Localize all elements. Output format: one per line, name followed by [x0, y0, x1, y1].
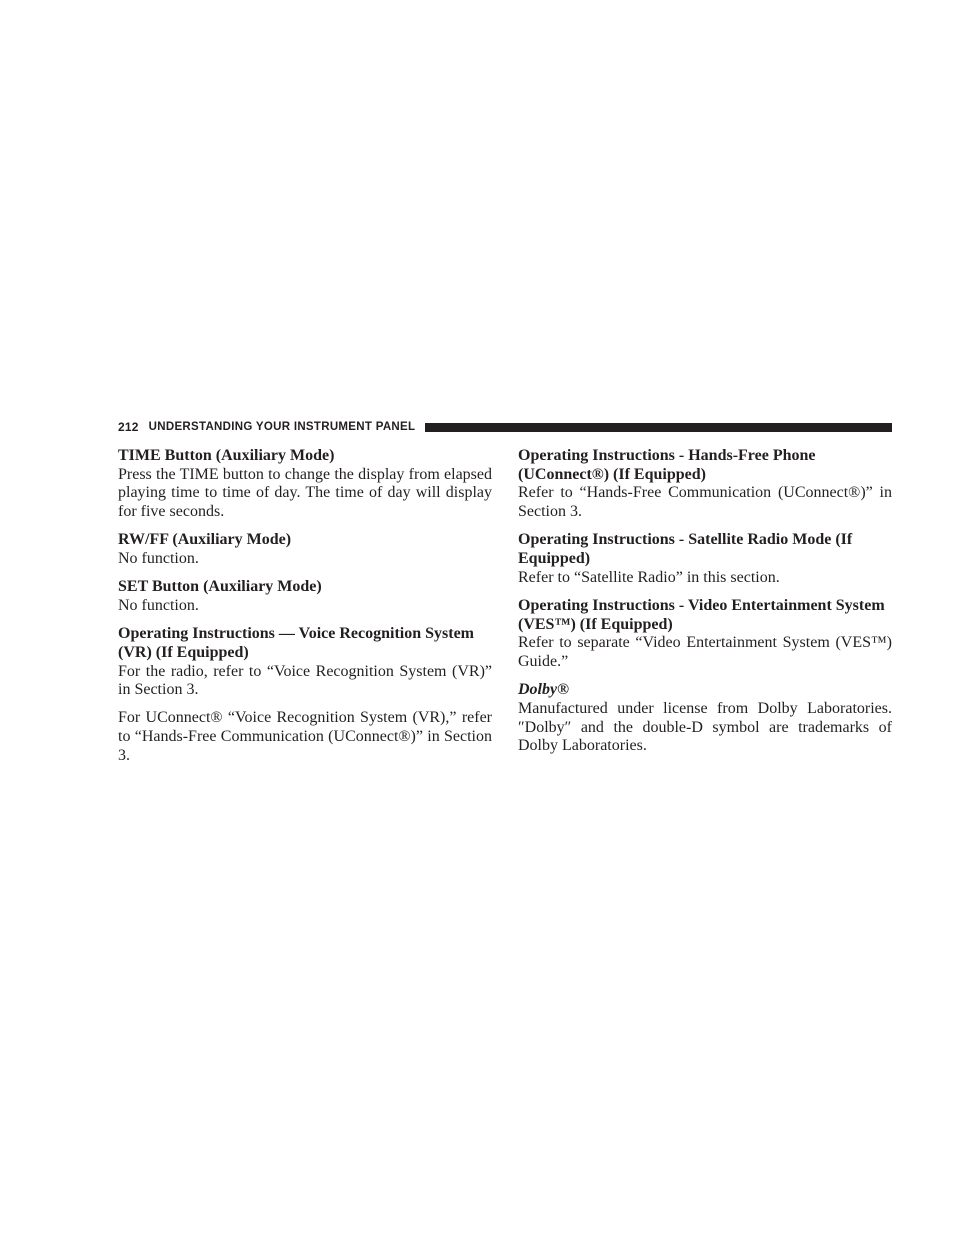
time-button-body: Press the TIME button to change the display from elapsed playing time to time of day. The time of day will display for five seconds. — [118, 465, 492, 521]
hands-free-phone-body: Refer to “Hands-Free Communication (UConnect®)” in Section 3. — [518, 484, 892, 521]
time-button-section — [118, 447, 492, 522]
time-button-heading: TIME Button (Auxiliary Mode) — [118, 447, 335, 464]
satellite-radio-heading: Operating Instructions - Satellite Radio Mode (If Equipped) — [518, 531, 853, 568]
video-entertainment-body: Refer to separate “Video Entertainment System (VES™) Guide.” — [518, 634, 892, 671]
hands-free-phone-section — [518, 447, 892, 522]
page-number: 212 — [118, 420, 139, 434]
uconnect-vr-body: For UConnect® “Voice Recognition System (VR),” refer to “Hands-Free Communication (UConnect®)” in Section 3. — [118, 709, 492, 764]
video-entertainment-heading: Operating Instructions - Video Entertainment System (VES™) (If Equipped) — [518, 596, 885, 633]
right-column — [518, 447, 892, 766]
uconnect-vr-section — [118, 709, 492, 765]
section-title: UNDERSTANDING YOUR INSTRUMENT PANEL — [148, 421, 416, 433]
dolby-section — [518, 681, 892, 756]
satellite-radio-section — [518, 531, 892, 587]
video-entertainment-section — [518, 597, 892, 672]
header-rule — [425, 423, 892, 432]
left-column — [118, 447, 492, 775]
dolby-heading: Dolby® — [518, 681, 570, 699]
dolby-body: Manufactured under license from Dolby Laboratories. ″Dolby″ and the double-D symbol are trademarks of Dolby Laboratories. — [518, 699, 892, 755]
rw-ff-body: No function. — [118, 550, 199, 568]
rw-ff-section — [118, 531, 492, 568]
voice-recognition-heading: Operating Instructions — Voice Recognition System (VR) (If Equipped) — [118, 625, 474, 661]
set-button-body: No function. — [118, 596, 199, 614]
rw-ff-heading: RW/FF (Auxiliary Mode) — [118, 531, 292, 549]
page-header — [118, 418, 892, 436]
hands-free-phone-heading: Operating Instructions - Hands-Free Phone (UConnect®) (If Equipped) — [518, 447, 816, 483]
set-button-heading: SET Button (Auxiliary Mode) — [118, 578, 322, 596]
voice-recognition-body: For the radio, refer to “Voice Recognition System (VR)” in Section 3. — [118, 662, 492, 699]
set-button-section — [118, 578, 492, 615]
voice-recognition-section — [118, 625, 492, 700]
satellite-radio-body: Refer to “Satellite Radio” in this section. — [518, 568, 780, 586]
